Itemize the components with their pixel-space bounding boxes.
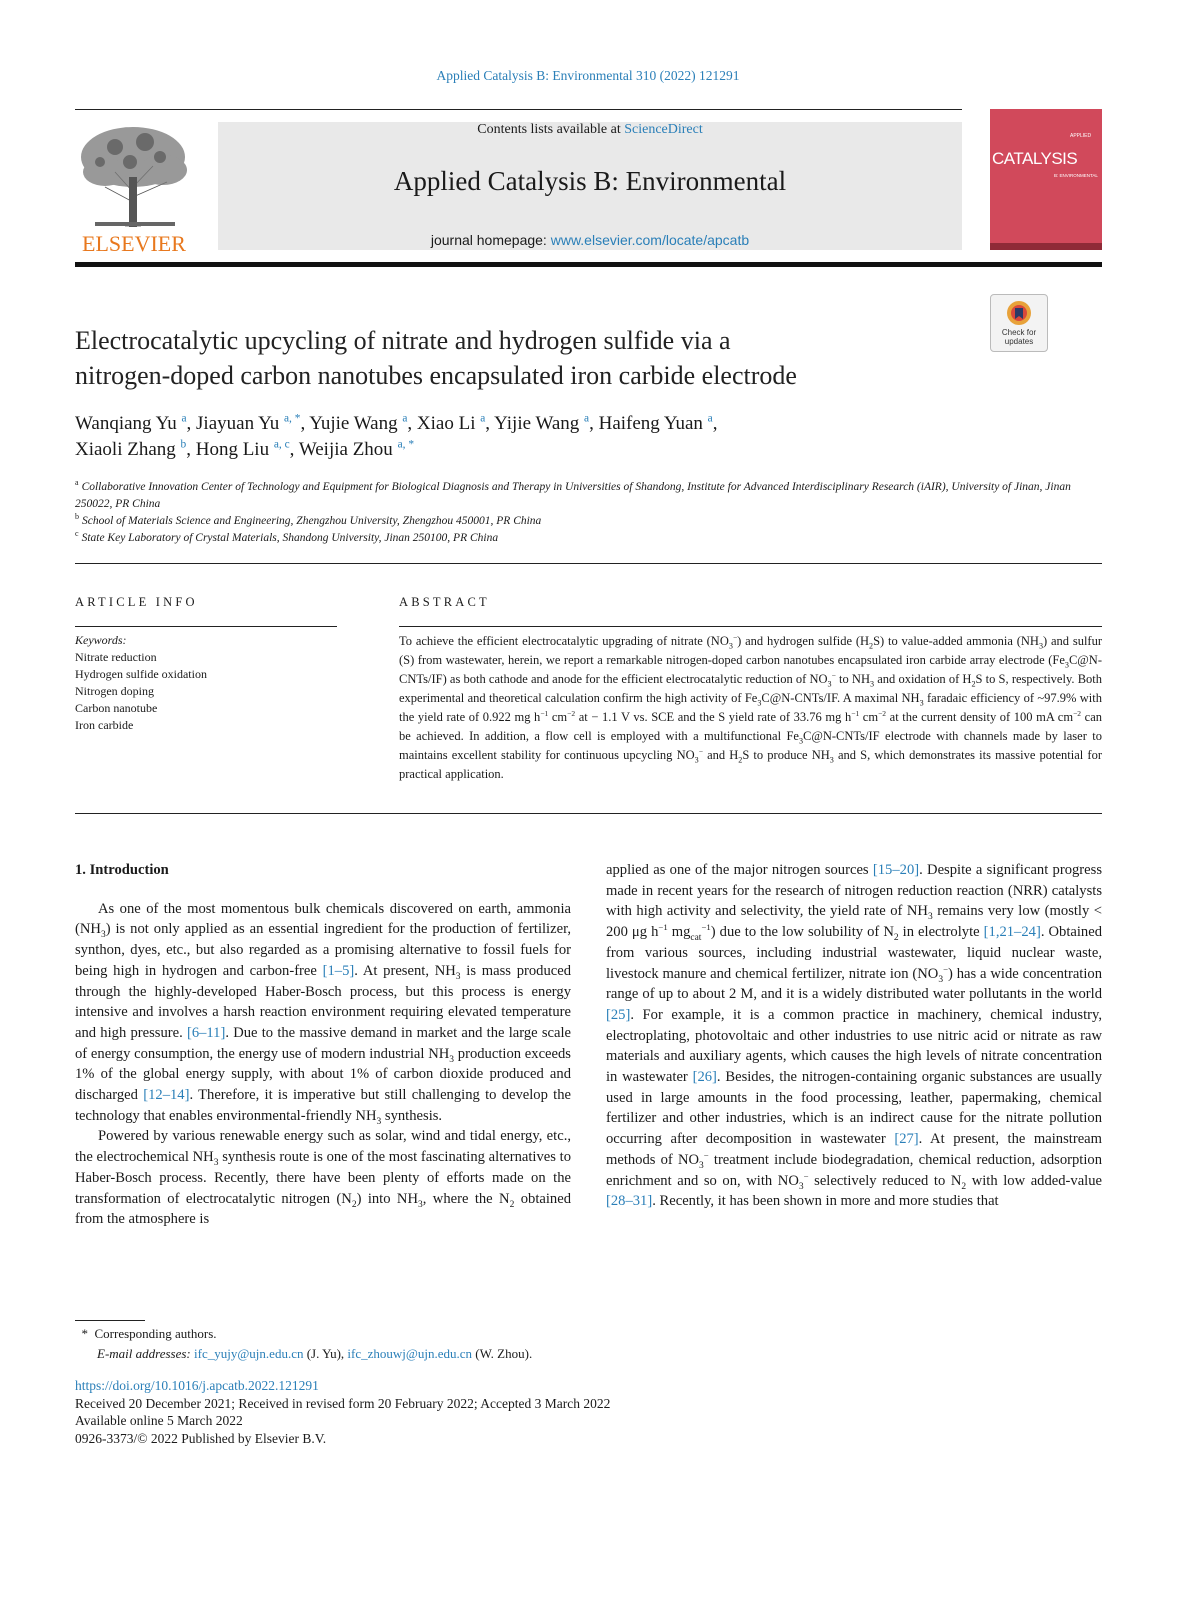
affiliation-item	[75, 479, 1095, 513]
author-affiliation-mark[interactable]: a, c	[273, 438, 290, 451]
corresponding-text: Corresponding authors.	[94, 1326, 217, 1341]
abstract-rule	[399, 626, 1102, 627]
contents-line	[218, 122, 962, 138]
keyword-item: Nitrogen doping	[75, 684, 154, 698]
keyword-item: Hydrogen sulfide oxidation	[75, 667, 207, 681]
author-affiliation-mark[interactable]: a	[480, 412, 486, 425]
body-paragraph: Powered by various renewable energy such as solar, wind and tidal energy, etc., the electrochemical $NH_3$ synthesis route is one of the most fascinating alternatives to Haber-Bosch process. Recently, there have been plenty of efforts made on the transformation of electrocatalytic nitrogen $(N_2)$ into $NH_3$, where the $N_2$ obtained from the atmosphere is	[75, 1128, 571, 1228]
article-title-line1: Electrocatalytic upcycling of nitrate and hydrogen sulfide via a	[75, 326, 731, 355]
introduction-heading: 1. Introduction	[75, 862, 169, 878]
article-title-line2: nitrogen-doped carbon nanotubes encapsulated iron carbide electrode	[75, 361, 797, 390]
email-owner-yu: (J. Yu),	[306, 1346, 345, 1361]
cover-title: CATALYSIS	[992, 149, 1078, 168]
author-affiliation-mark[interactable]: a	[707, 412, 713, 425]
cover-subtitle: B: ENVIRONMENTAL	[1054, 173, 1098, 178]
check-updates-line2: updates	[1004, 337, 1034, 346]
affiliation-mark: c	[75, 529, 79, 539]
author-affiliation-mark[interactable]: a, *	[283, 412, 301, 425]
abstract-end-rule	[75, 813, 1102, 814]
citation-link[interactable]: [6–11]	[186, 1024, 226, 1041]
author-name: Weijia Zhou	[298, 439, 393, 460]
citation-link[interactable]: [15–20]	[872, 862, 920, 878]
citation-link[interactable]: [27]	[894, 1131, 919, 1148]
journal-cover-thumbnail[interactable]	[990, 109, 1102, 250]
doi-link[interactable]: https://doi.org/10.1016/j.apcatb.2022.121291	[75, 1378, 319, 1393]
author-affiliation-mark[interactable]: a	[402, 412, 408, 425]
author-affiliation-mark[interactable]: a, *	[397, 438, 415, 451]
publication-info	[75, 1377, 875, 1447]
check-updates-icon	[1005, 299, 1033, 327]
author-affiliation-mark[interactable]: a	[584, 412, 590, 425]
citation-link[interactable]: [28–31]	[606, 1193, 653, 1210]
homepage-prefix: journal homepage:	[430, 232, 547, 248]
email-line	[75, 1344, 775, 1364]
received-dates: Received 20 December 2021; Received in revised form 20 February 2022; Accepted 3 March 2022	[75, 1395, 611, 1411]
homepage-line	[218, 232, 962, 248]
author-name: Jiayuan Yu	[196, 413, 280, 434]
body-column-right	[606, 860, 1102, 1212]
citation-link[interactable]: [12–14]	[143, 1087, 190, 1104]
abstract-body: To achieve the efficient electrocatalytic upgrading of nitrate $(NO_3^-)$ and hydrogen sulfide $(H_2S)$ to value-added ammonia $(NH_3)$ and sulfur (S) from wastewater, herein, we report a remarkable nitrogen-doped carbon nanotubes encapsulated iron carbide array electrode $(Fe_3C@N-CNTs/IF)$ as both cathode and anode for the efficient electrocatalytic reduction of $NO_3^-$ to $NH_3$ and oxidation of $H_2S$ to S, respectively. Both experimental and theoretical calculation confirm the high activity of $Fe_3C@N-CNTs/IF$. A maximal $NH_3$ faradaic efficiency of ~97.9% with the yield rate of 0.922 mg $h^{-1}$ $cm^{-2}$ at − 1.1 V vs. SCE and the S yield rate of 33.76 mg $h^{-1}$ $cm^{-2}$ at the current density of 100 mA $cm^{-2}$ can be achieved. In addition, a flow cell is employed with a multifunctional $Fe_3C@N-CNTs/IF$ electrode with channels made by laser to maintains excellent stability for continuous upcycling $NO_3^-$ and $H_2S$ to produce $NH_3$ and S, which demonstrates its massive potential for practical application.	[399, 632, 1103, 781]
elsevier-wordmark: ELSEVIER	[82, 231, 186, 256]
email-link-yu[interactable]: ifc_yujy@ujn.edu.cn	[194, 1346, 304, 1361]
affiliation-mark: a	[75, 478, 79, 488]
check-updates-text	[991, 328, 1047, 346]
affiliation-text: Collaborative Innovation Center of Technology and Equipment for Biological Diagnosis and Therapy in Universities of Shandong, Institute for Advanced Interdisciplinary Research (iAIR), University of Jinan, Jinan 250022, PR China	[75, 481, 1071, 510]
author-name: Wanqiang Yu	[75, 413, 177, 434]
body-paragraph: As one of the most momentous bulk chemicals discovered on earth, ammonia $(NH_3)$ is not only applied as an essential ingredient for the production of fertilizer, synthon, dyes, etc., but also regarded as a promising alternative to fossil fuels for being high in hydrogen and carbon-free [1–5]. At present, $NH_3$ is mass produced through the highly-developed Haber-Bosch process, but this process is energy intensive and involves a harsh reaction environment requiring elevated temperature and high pressure. [6–11]. Due to the massive demand in market and the large scale of energy consumption, the energy use of modern industrial $NH_3$ production exceeds 1% of the global energy supply, with about 1% of carbon dioxide produced and discharged [12–14]. Therefore, it is imperative but still challenging to develop the technology that enables environmental-friendly $NH_3$ synthesis.	[75, 900, 571, 1127]
author-name: Xiaoli Zhang	[75, 439, 176, 460]
abstract-heading: ABSTRACT	[399, 595, 490, 609]
check-updates-line1: Check for	[1001, 328, 1037, 337]
sciencedirect-link[interactable]: ScienceDirect	[624, 122, 703, 137]
article-info-rule	[75, 626, 337, 627]
citation-link[interactable]: [1–5]	[322, 962, 355, 979]
affiliation-text: School of Materials Science and Engineering, Zhengzhou University, Zhengzhou 450001, PR China	[82, 515, 542, 527]
author-name: Haifeng Yuan	[598, 413, 703, 434]
citation-link[interactable]: [26]	[692, 1069, 717, 1086]
cover-bottom-bar	[990, 243, 1102, 250]
author-name: Yujie Wang	[309, 413, 398, 434]
section-rule	[75, 563, 1102, 564]
contents-prefix: Contents lists available at	[477, 122, 621, 137]
author-list: Wanqiang Yu $^a$, Jiayuan Yu $^{a, *}$, Yujie Wang $^a$, Xiao Li $^a$, Yijie Wang $^a$, Haifeng Yuan $^a$, Xiaoli Zhang $^b$, Hong Liu $^{a, c}$, Weijia Zhou $^{a, *}$	[75, 412, 718, 460]
footnote	[75, 1324, 775, 1364]
available-online: Available online 5 March 2022	[75, 1413, 243, 1428]
check-for-updates-badge[interactable]	[990, 294, 1048, 352]
affiliation-item	[75, 513, 1095, 530]
top-rule	[75, 109, 962, 110]
affiliation-list	[75, 479, 1095, 547]
footnote-rule	[75, 1320, 145, 1321]
author-name: Hong Liu	[195, 439, 270, 460]
article-info-heading: ARTICLE INFO	[75, 595, 198, 609]
affiliation-mark: b	[75, 512, 79, 522]
keyword-item: Nitrate reduction	[75, 650, 157, 664]
journal-title: Applied Catalysis B: Environmental	[393, 166, 787, 196]
author-name: Yijie Wang	[494, 413, 580, 434]
cover-top-text: APPLIED	[1070, 133, 1092, 139]
author-affiliation-mark[interactable]: b	[180, 438, 187, 451]
citation-link[interactable]: [25]	[606, 1006, 631, 1023]
affiliation-item	[75, 530, 1095, 547]
article-title	[75, 323, 975, 393]
keywords-label: Keywords:	[75, 633, 127, 647]
email-label: E-mail addresses:	[97, 1346, 191, 1361]
header-thick-rule	[75, 262, 1102, 267]
keywords-block	[75, 632, 337, 734]
keyword-item: Carbon nanotube	[75, 701, 158, 715]
author-affiliation-mark[interactable]: a	[181, 412, 187, 425]
corresponding-note: * Corresponding authors.	[75, 1326, 217, 1341]
body-column-left	[75, 860, 571, 1230]
citation-link[interactable]: [1,21–24]	[983, 924, 1041, 941]
keyword-item: Iron carbide	[75, 718, 134, 732]
affiliation-text: State Key Laboratory of Crystal Materials, Shandong University, Jinan 250100, PR China	[81, 532, 499, 544]
email-owner-zhou: (W. Zhou).	[475, 1346, 533, 1361]
journal-reference-link[interactable]: Applied Catalysis B: Environmental 310 (2022) 121291	[436, 68, 740, 83]
homepage-link[interactable]: www.elsevier.com/locate/apcatb	[550, 232, 750, 248]
email-link-zhou[interactable]: ifc_zhouwj@ujn.edu.cn	[347, 1346, 473, 1361]
journal-banner	[218, 122, 962, 250]
body-paragraph: applied as one of the major nitrogen sources [15–20]. Despite a significant progress made in recent years for the research of nitrogen reduction reaction (NRR) catalysts with high activity and selectivity, the yield rate of $NH_3$ remains very low (mostly < 200 μg $h^{-1}$ $mg_{cat}^{-1}$) due to the low solubility of $N_2$ in electrolyte [1,21–24]. Obtained from various sources, including industrial wastewater, liquid nuclear waste, livestock manure and chemical fertilizer, nitrate ion $(NO_3^-)$ has a wide concentration range of up to about 2 M, and it is a widely distributed water pollutants in the world [25]. For example, it is a common practice in machinery, chemical industry, electroplating, photovoltaic and other industries to use nitric acid or nitrate as raw materials and auxiliary agents, which causes the high levels of nitrate concentration in wastewater [26]. Besides, the nitrogen-containing organic substances are usually used in large amounts in the food processing, leather, papermaking, chemical fertilizer and other industries, which is an indirect cause for the nitrate pollution occurring after decomposition in wastewater [27]. At present, the mainstream methods of $NO_3^-$ treatment include biodegradation, chemical reduction, adsorption enrichment and so on, with $NO_3^-$ selectively reduced to $N_2$ with low added-value [28–31]. Recently, it has been shown in more and more studies that	[606, 862, 1103, 1210]
copyright: 0926-3373/© 2022 Published by Elsevier B.V.	[75, 1430, 327, 1446]
author-name: Xiao Li	[416, 413, 476, 434]
